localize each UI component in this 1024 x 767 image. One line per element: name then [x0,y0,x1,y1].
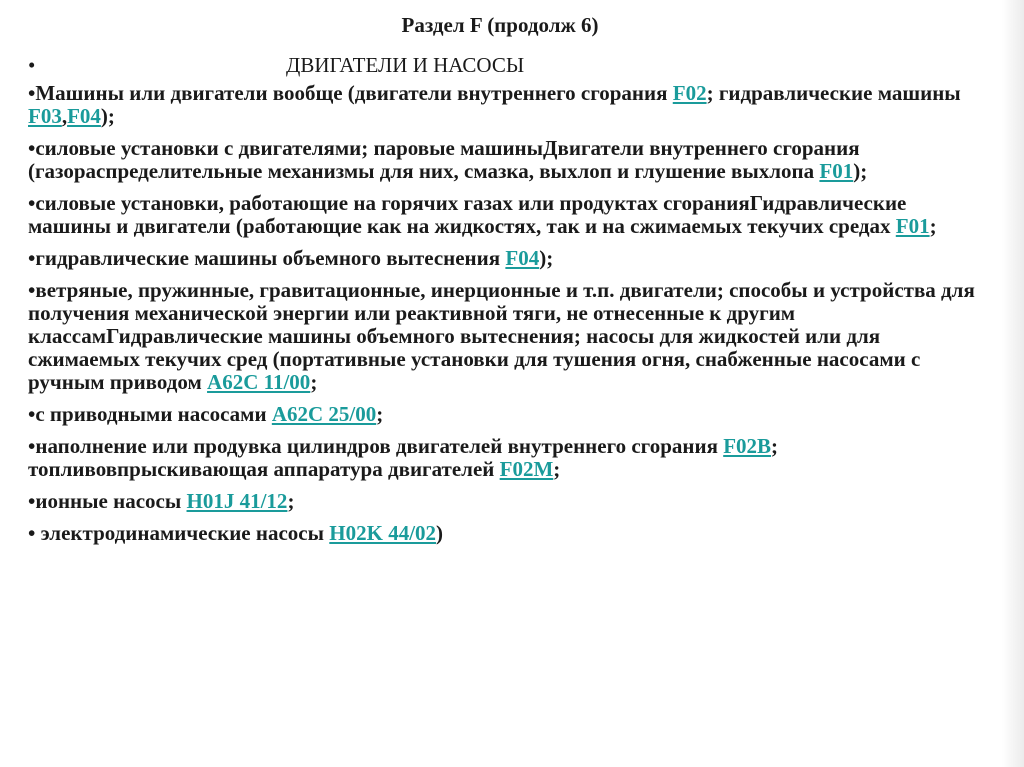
item-text: •ветряные, пружинные, гравитационные, инерционные и т.п. двигатели; способы и устройства для получения механической энергии или реактивной тяги, не отнесенные к другим классамГидравлические машины объемного вытеснения; насосы для жидкостей или для сжимаемых текучих сред (портативные установки для тушения огня, снабженные насосами с ручным приводом [28,278,975,394]
item-text: ; гидравлические машины [706,81,961,105]
classification-link[interactable]: F03 [28,104,62,128]
section-heading [28,53,988,78]
item-text: ; [553,457,561,481]
list-item [28,403,978,426]
item-text: •с приводными насосами [28,402,272,426]
item-text: ; топливовпрыскивающая аппаратура двигателей [28,434,779,481]
page-title: Раздел F (продолж 6) [401,13,599,37]
classification-link[interactable]: F02B [723,434,772,458]
list-item [28,279,978,394]
classification-link[interactable]: F01 [819,159,854,183]
classification-link[interactable]: F02M [499,457,554,481]
item-text: •наполнение или продувка цилиндров двигателей внутреннего сгорания [28,434,724,458]
item-text: •силовые установки с двигателями; паровые машиныДвигатели внутреннего сгорания (газораспределительные механизмы для них, смазка, выхлоп и глушение выхлопа [28,136,860,183]
item-text: ; [376,402,384,426]
list-item [28,137,978,183]
item-text: •силовые установки, работающие на горячих газах или продуктах сгоранияГидравлические машины и двигатели (работающие как на жидкостях, так и на сжимаемых текучих средах [28,191,907,238]
item-text: • электродинамические насосы [28,521,330,545]
classification-link[interactable]: H02K 44/02 [329,521,437,545]
list-item [28,490,978,513]
classification-link[interactable]: A62C 11/00 [207,370,311,394]
heading-bullet: • [28,53,36,77]
item-text: •ионные насосы [28,489,187,513]
heading-text: ДВИГАТЕЛИ И НАСОСЫ [286,53,525,77]
item-text: ) [436,521,444,545]
item-text: ); [100,104,115,128]
list-item [28,247,978,270]
item-list [28,82,978,554]
classification-link[interactable]: F01 [895,214,930,238]
slide-edge-shadow [1002,0,1024,767]
classification-link[interactable]: F04 [67,104,101,128]
list-item [28,82,978,128]
list-item [28,192,978,238]
list-item [28,435,978,481]
item-text: ); [853,159,868,183]
item-text: ); [539,246,554,270]
item-text: ; [929,214,937,238]
item-text: •гидравлические машины объемного вытеснения [28,246,506,270]
classification-link[interactable]: A62C 25/00 [271,402,377,426]
classification-link[interactable]: F02 [672,81,707,105]
list-item [28,522,978,545]
item-text: •Машины или двигатели вообще (двигатели внутреннего сгорания [28,81,673,105]
item-text: , [61,104,68,128]
classification-link[interactable]: H01J 41/12 [186,489,288,513]
item-text: ; [310,370,318,394]
classification-link[interactable]: F04 [505,246,540,270]
item-text: ; [287,489,295,513]
